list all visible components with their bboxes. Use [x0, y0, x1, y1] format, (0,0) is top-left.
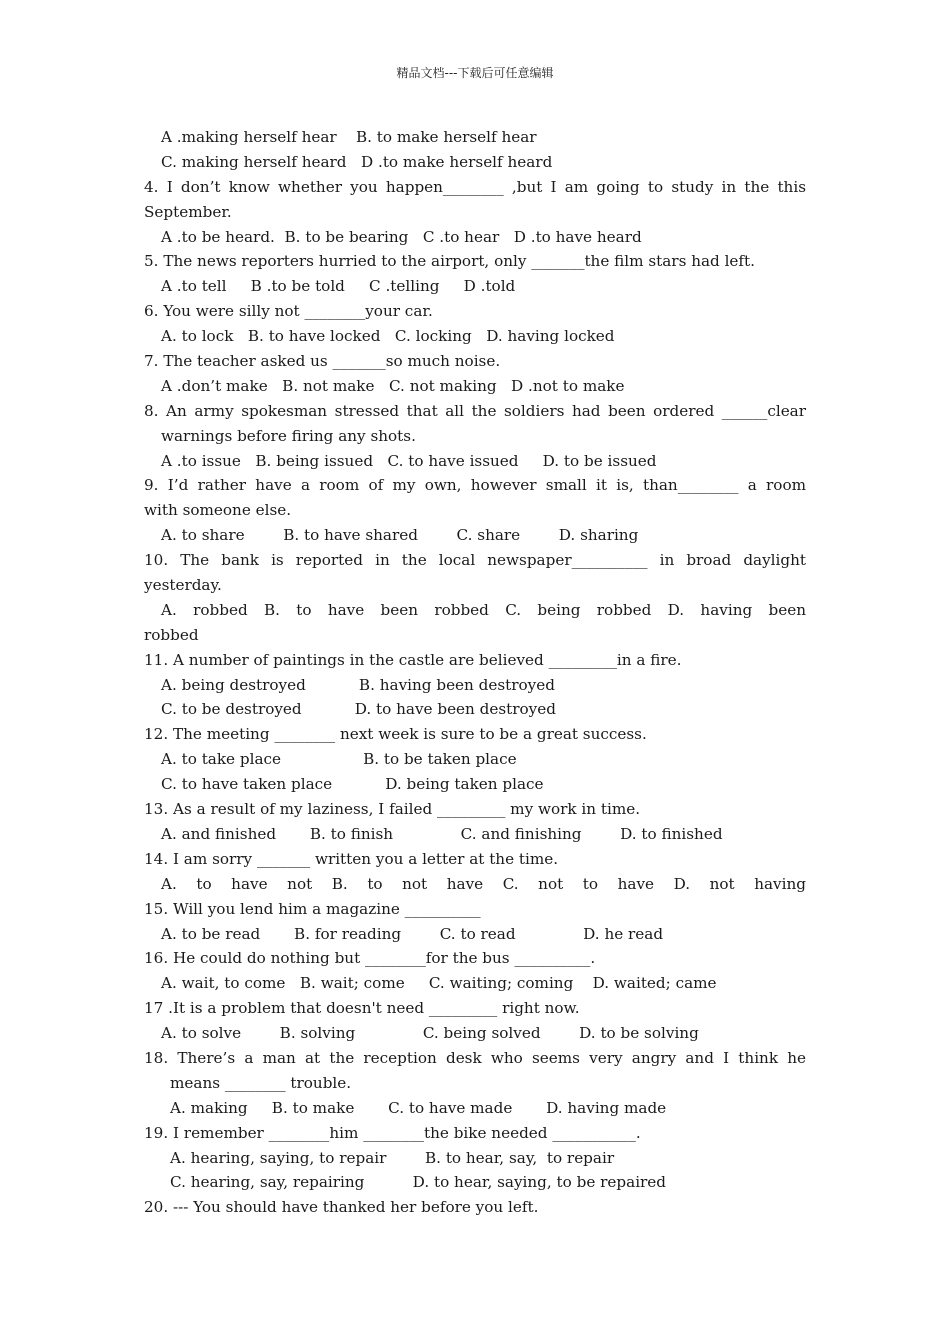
document-body [144, 125, 806, 1220]
text-line: yesterday. [144, 576, 222, 595]
text-line: C. to have taken place D. being taken place [161, 775, 544, 794]
text-line: 11. A number of paintings in the castle are believed _________in a fire. [144, 650, 682, 669]
page-header: 精品文档---下载后可任意编辑 [396, 66, 554, 80]
text-line: warnings before firing any shots. [161, 426, 416, 445]
text-line: A. to take place B. to be taken place [161, 750, 517, 769]
text-line: means ________ trouble. [170, 1073, 352, 1092]
text-line: A. to lock B. to have locked C. locking D. having locked [161, 327, 615, 346]
text-line: 18. There’s a man at the reception desk who seems very angry and I think he [144, 1048, 806, 1067]
text-line: A. to solve B. solving C. being solved D. to be solving [161, 1024, 699, 1043]
text-line: A. hearing, saying, to repair B. to hear, say, to repair [170, 1148, 615, 1167]
text-line: A. wait, to come B. wait; come C. waiting; coming D. waited; came [161, 974, 717, 993]
text-line: 10. The bank is reported in the local newspaper__________ in broad daylight [144, 551, 806, 570]
text-line: 6. You were silly not ________your car. [144, 302, 433, 321]
text-line: A. to be read B. for reading C. to read D. he read [161, 924, 664, 943]
text-line: A. being destroyed B. having been destroyed [161, 675, 555, 694]
text-line: 7. The teacher asked us _______so much noise. [144, 352, 501, 371]
text-line: with someone else. [144, 501, 292, 520]
text-line: C. to be destroyed D. to have been destroyed [161, 700, 556, 719]
text-line: A. and finished B. to finish C. and finishing D. to finished [161, 824, 723, 843]
text-line: 15. Will you lend him a magazine __________ [144, 899, 481, 918]
text-line: 4. I don’t know whether you happen________ ,but I am going to study in the this [144, 177, 806, 196]
text-line: 13. As a result of my laziness, I failed _________ my work in time. [144, 800, 641, 819]
text-line: 9. I’d rather have a room of my own, however small it is, than________ a room [144, 476, 806, 495]
text-line: A. robbed B. to have been robbed C. being robbed D. having been [161, 600, 806, 619]
text-line: A. making B. to make C. to have made D. having made [170, 1098, 667, 1117]
text-line: A .to issue B. being issued C. to have issued D. to be issued [161, 451, 657, 470]
text-line: 8. An army spokesman stressed that all the soldiers had been ordered ______clear [144, 401, 806, 420]
text-line: A .making herself hear B. to make herself hear [161, 128, 537, 146]
text-line: 12. The meeting ________ next week is sure to be a great success. [144, 725, 647, 744]
text-line: 14. I am sorry _______ written you a letter at the time. [144, 849, 559, 868]
text-line: C. making herself heard D .to make herself heard [161, 152, 553, 171]
text-line: C. hearing, say, repairing D. to hear, saying, to be repaired [170, 1173, 667, 1192]
text-line: A. to have not B. to not have C. not to have D. not having [161, 874, 806, 893]
text-line: robbed [144, 625, 199, 644]
text-line: 16. He could do nothing but ________for the bus __________. [144, 949, 596, 968]
text-line: 20. --- You should have thanked her before you left. [144, 1198, 539, 1217]
text-line: A .to tell B .to be told C .telling D .told [161, 277, 516, 296]
text-line: A .to be heard. B. to be bearing C .to hear D .to have heard [161, 227, 642, 246]
text-line: A .don’t make B. not make C. not making D .not to make [161, 376, 625, 395]
text-line: September. [144, 202, 232, 221]
text-line: 19. I remember ________him ________the bike needed ___________. [144, 1123, 641, 1142]
text-line: 5. The news reporters hurried to the airport, only _______the film stars had left. [144, 252, 755, 271]
text-line: 17 .It is a problem that doesn't need _________ right now. [144, 999, 580, 1018]
text-line: A. to share B. to have shared C. share D. sharing [161, 526, 639, 545]
